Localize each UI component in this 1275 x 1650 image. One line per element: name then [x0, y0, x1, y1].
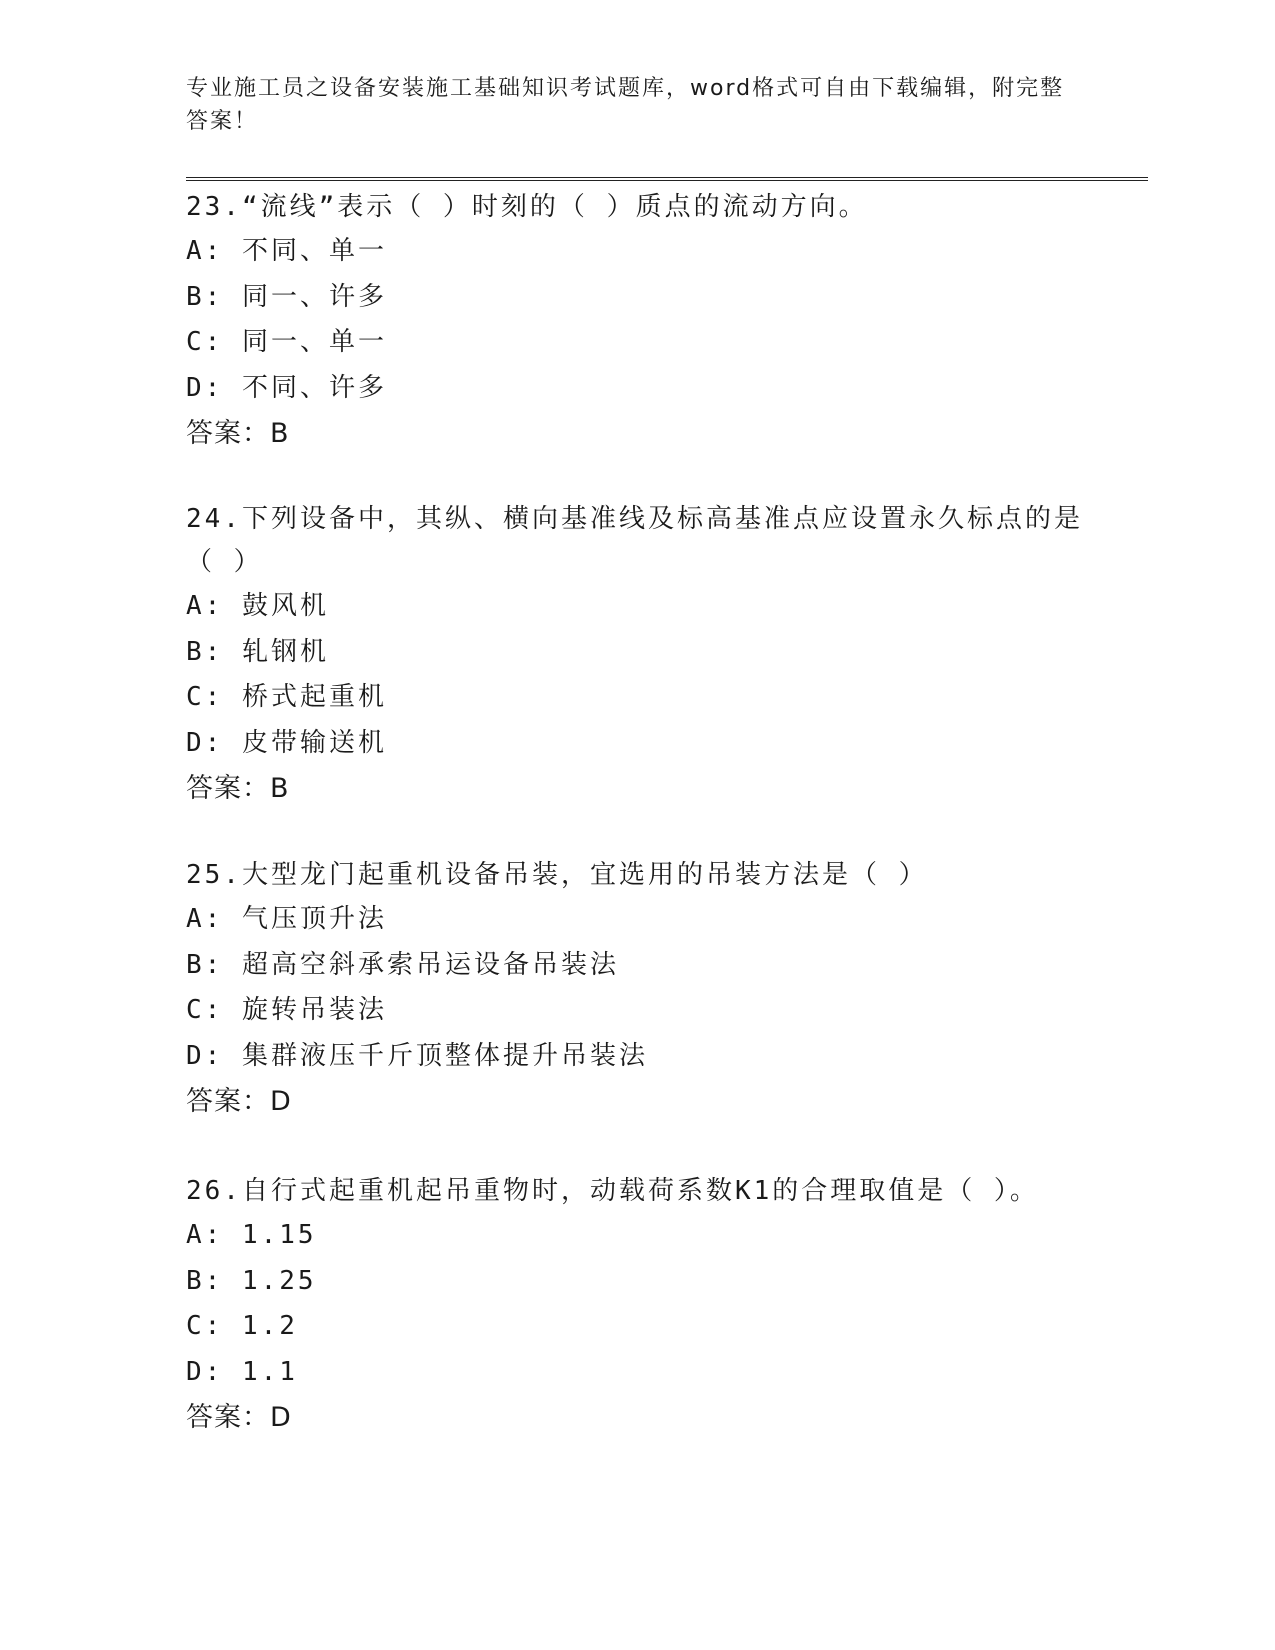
- question-26: [186, 1170, 1086, 1441]
- answer: 答案：D: [186, 1402, 292, 1433]
- option-b: B: 轧钢机: [186, 636, 329, 667]
- answer: 答案：B: [186, 773, 290, 804]
- question-stem: 24.下列设备中，其纵、横向基准线及标高基准点应设置永久标点的是（ ）: [186, 504, 1083, 577]
- option-a: A: 1.15: [186, 1220, 317, 1250]
- question-stem: 23.“流线”表示（ ）时刻的（ ）质点的流动方向。: [186, 192, 868, 222]
- option-a: A: 不同、单一: [186, 236, 387, 266]
- question-25: [186, 854, 1086, 1125]
- page-header: [186, 72, 1066, 138]
- option-d: D: 1.1: [186, 1356, 298, 1387]
- option-b: B: 超高空斜承索吊运设备吊装法: [186, 949, 619, 980]
- option-c: C: 桥式起重机: [186, 682, 387, 712]
- question-stem: 26.自行式起重机起吊重物时，动载荷系数K1的合理取值是（ ）。: [186, 1176, 1039, 1206]
- option-b: B: 1.25: [186, 1265, 317, 1296]
- question-23: [186, 186, 1086, 457]
- header-divider: [186, 177, 1148, 181]
- option-c: C: 旋转吊装法: [186, 995, 387, 1025]
- option-a: A: 气压顶升法: [186, 904, 387, 934]
- option-c: C: 1.2: [186, 1311, 298, 1341]
- option-d: D: 集群液压千斤顶整体提升吊装法: [186, 1040, 648, 1071]
- question-stem: 25.大型龙门起重机设备吊装，宜选用的吊装方法是（ ）: [186, 860, 928, 890]
- question-24: [186, 498, 1086, 812]
- option-d: D: 不同、许多: [186, 372, 387, 403]
- option-b: B: 同一、许多: [186, 281, 387, 312]
- option-c: C: 同一、单一: [186, 327, 387, 357]
- answer: 答案：D: [186, 1086, 292, 1117]
- answer: 答案：B: [186, 418, 290, 449]
- header-text: 专业施工员之设备安装施工基础知识考试题库，word格式可自由下载编辑，附完整答案！: [186, 76, 1065, 134]
- option-d: D: 皮带输送机: [186, 727, 387, 758]
- option-a: A: 鼓风机: [186, 591, 329, 621]
